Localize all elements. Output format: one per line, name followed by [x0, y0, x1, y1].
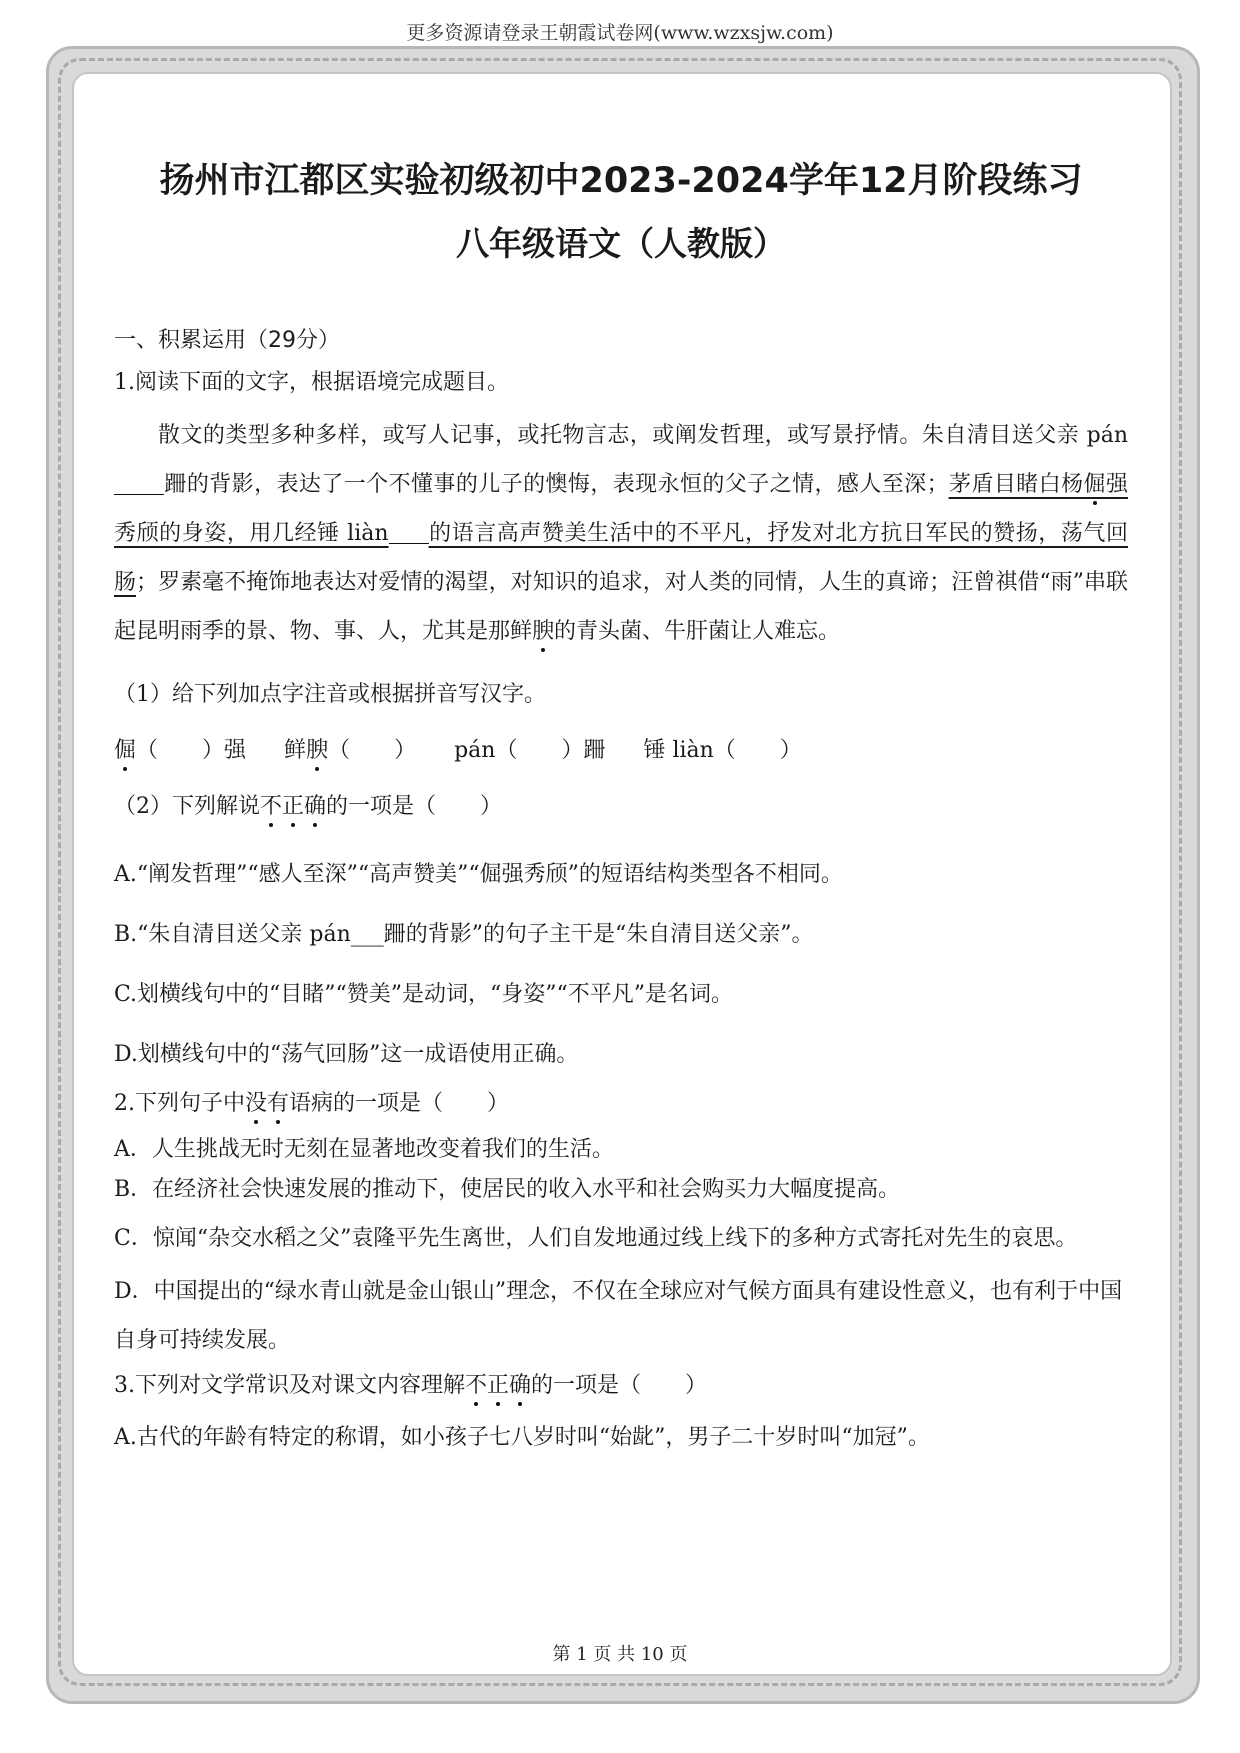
exam-title: 扬州市江都区实验初级初中2023-2024学年12月阶段练习 [159, 161, 1083, 201]
pinyin-items [114, 733, 1128, 764]
pinyin-item [284, 733, 416, 764]
page-footer: 第 1 页 共 10 页 [552, 1644, 688, 1665]
dotted-character: 正 [487, 1372, 510, 1398]
question-text: 2.下列句子中 [114, 1090, 245, 1116]
underlined-text: 强秀颀的身姿，用几经锤 liàn [114, 472, 1128, 547]
question-3-stem [114, 1369, 1128, 1402]
sub-question-1: （1）给下列加点字注音或根据拼音写汉字。 [114, 682, 546, 708]
dotted-character: 倔 [114, 738, 137, 764]
answer-blank [114, 472, 164, 495]
exam-content [114, 160, 1128, 1454]
source-banner: 更多资源请登录王朝霞试卷网(www.wzxsjw.com) [406, 22, 834, 44]
dotted-character: 确 [304, 794, 327, 820]
pinyin-item-text: 鲜 [284, 738, 307, 764]
question-1-passage [114, 411, 1128, 656]
dotted-character: 确 [509, 1372, 532, 1398]
question-2-stem [114, 1087, 1128, 1120]
option-d: D.划横线句中的“荡气回肠”这一成语使用正确。 [114, 1042, 579, 1068]
option-a: A．人生挑战无时无刻在显著地改变着我们的生活。 [114, 1136, 614, 1162]
answer-blank [389, 521, 429, 544]
passage-text: 散文的类型多种多样，或写人记事，或托物言志，或阐发哲理，或写景抒情。朱自清目送父亲 pán [158, 423, 1128, 449]
dotted-character: 腴 [532, 619, 555, 645]
dotted-character: 不 [260, 794, 283, 820]
dotted-character: 有 [267, 1090, 290, 1116]
option-c: C.划横线句中的“目睹”“赞美”是动词，“身姿”“不平凡”是名词。 [114, 982, 734, 1008]
pinyin-item-text: （ ）强 [136, 738, 247, 764]
dotted-character: 腴 [306, 738, 329, 764]
section-heading: 一、积累运用（29分） [114, 327, 340, 353]
passage-text: ；罗素毫不掩饰地表达对爱情的渴望，对知识的追求，对人类的同情，人生的真谛；汪曾祺借“雨”串联起昆明雨季的景、物、事、人，尤其是那鲜 [114, 570, 1128, 645]
option-d: D．中国提出的“绿水青山就是金山银山”理念，不仅在全球应对气候方面具有建设性意义，也有利于中国自身可持续发展。 [114, 1278, 1123, 1353]
sub-question-2 [114, 790, 1128, 823]
dotted-character: 倔 [1083, 472, 1106, 498]
passage-text: 跚的背影，表达了一个不懂事的儿子的懊悔，表现永恒的父子之情，感人至深； [164, 472, 949, 498]
pinyin-item [114, 733, 246, 764]
question-text: 3.下列对文学常识及对课文内容理解 [114, 1372, 465, 1398]
pinyin-item: 锤 liàn（ ） [643, 738, 802, 764]
pinyin-item: pán（ ）跚 [454, 738, 606, 764]
dotted-character: 没 [245, 1090, 268, 1116]
question-1-stem: 1.阅读下面的文字，根据语境完成题目。 [114, 370, 509, 396]
question-text: （2）下列解说 [114, 794, 260, 820]
dotted-character: 正 [282, 794, 305, 820]
question-text: 语病的一项是（ ） [289, 1090, 510, 1116]
underlined-text: 茅盾目睹白杨 [948, 472, 1084, 498]
option-c: C．惊闻“杂交水稻之父”袁隆平先生离世，人们自发地通过线上线下的多种方式寄托对先生的哀思。 [114, 1225, 1078, 1251]
dotted-character: 不 [465, 1372, 488, 1398]
exam-subtitle: 八年级语文（人教版） [456, 224, 786, 263]
option-a: A.“阐发哲理”“感人至深”“高声赞美”“倔强秀颀”的短语结构类型各不相同。 [114, 862, 843, 888]
option-b: B.“朱自清目送父亲 pán___跚的背影”的句子主干是“朱自清目送父亲”。 [114, 922, 814, 948]
option-a: A.古代的年龄有特定的称谓，如小孩子七八岁时叫“始龀”，男子二十岁时叫“加冠”。 [114, 1424, 930, 1450]
question-text: 的一项是（ ） [326, 794, 503, 820]
underlined-text: 的语言高声赞美生活中的不平凡，抒发对北方抗日军民的赞扬，荡气回肠 [114, 521, 1128, 596]
pinyin-item-text: （ ） [328, 738, 417, 764]
passage-text: 的青头菌、牛肝菌让人难忘。 [554, 619, 841, 645]
question-text: 的一项是（ ） [531, 1372, 708, 1398]
option-b: B．在经济社会快速发展的推动下，使居民的收入水平和社会购买力大幅度提高。 [114, 1176, 901, 1202]
